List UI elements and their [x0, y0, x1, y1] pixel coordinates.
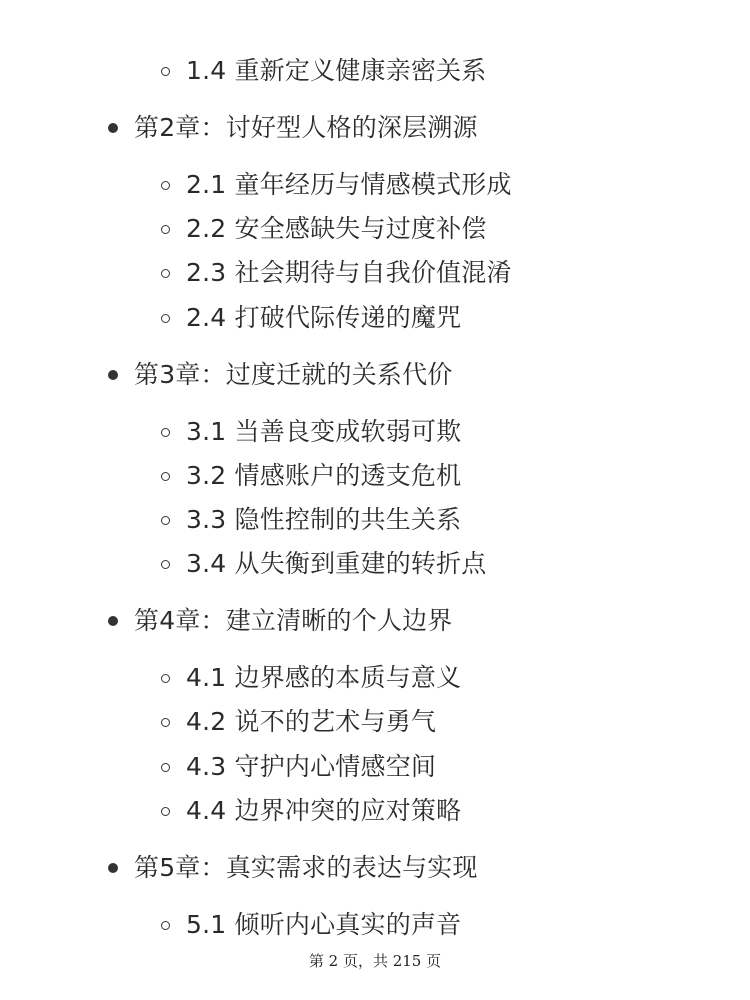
- toc-chapter-label: 第5章：真实需求的表达与实现: [134, 853, 478, 882]
- circle-bullet-icon: [161, 314, 170, 323]
- toc-section-item[interactable]: [161, 702, 436, 742]
- circle-bullet-icon: [161, 921, 170, 930]
- circle-bullet-icon: [161, 718, 170, 727]
- disc-bullet-icon: [108, 123, 118, 133]
- circle-bullet-icon: [161, 67, 170, 76]
- toc-section-label: 4.3 守护内心情感空间: [186, 752, 437, 781]
- circle-bullet-icon: [161, 674, 170, 683]
- disc-bullet-icon: [108, 863, 118, 873]
- toc-section-item[interactable]: [161, 165, 512, 205]
- toc-chapter-item[interactable]: [108, 355, 453, 395]
- page-number-footer: 第 2 页，共 215 页: [308, 952, 442, 970]
- toc-section-label: 1.4 重新定义健康亲密关系: [186, 56, 487, 85]
- toc-section-label: 2.3 社会期待与自我价值混淆: [186, 258, 512, 287]
- toc-section-label: 3.2 情感账户的透支危机: [186, 461, 462, 490]
- toc-section-item[interactable]: [161, 209, 487, 249]
- toc-section-item[interactable]: [161, 253, 512, 293]
- toc-section-label: 5.1 倾听内心真实的声音: [186, 910, 462, 939]
- toc-section-item[interactable]: [161, 791, 461, 831]
- toc-section-item[interactable]: [161, 905, 461, 945]
- toc-section-item[interactable]: [161, 456, 461, 496]
- toc-section-item[interactable]: [161, 544, 487, 584]
- toc-chapter-label: 第2章：讨好型人格的深层溯源: [134, 113, 478, 142]
- toc-section-label: 4.2 说不的艺术与勇气: [186, 707, 437, 736]
- circle-bullet-icon: [161, 428, 170, 437]
- toc-chapter-label: 第4章：建立清晰的个人边界: [134, 606, 453, 635]
- toc-section-label: 3.4 从失衡到重建的转折点: [186, 549, 487, 578]
- circle-bullet-icon: [161, 763, 170, 772]
- circle-bullet-icon: [161, 472, 170, 481]
- disc-bullet-icon: [108, 616, 118, 626]
- toc-section-item[interactable]: [161, 500, 461, 540]
- toc-section-label: 2.1 童年经历与情感模式形成: [186, 170, 512, 199]
- toc-section-label: 4.4 边界冲突的应对策略: [186, 796, 462, 825]
- toc-chapter-item[interactable]: [108, 108, 478, 148]
- toc-section-item[interactable]: [161, 747, 436, 787]
- toc-section-label: 3.3 隐性控制的共生关系: [186, 505, 462, 534]
- toc-chapter-item[interactable]: [108, 848, 478, 888]
- toc-chapter-label: 第3章：过度迁就的关系代价: [134, 360, 453, 389]
- circle-bullet-icon: [161, 225, 170, 234]
- toc-section-label: 2.4 打破代际传递的魔咒: [186, 303, 462, 332]
- circle-bullet-icon: [161, 181, 170, 190]
- toc-section-item[interactable]: [161, 412, 461, 452]
- toc-section-item[interactable]: [161, 658, 461, 698]
- toc-section-label: 2.2 安全感缺失与过度补偿: [186, 214, 487, 243]
- disc-bullet-icon: [108, 370, 118, 380]
- toc-section-item[interactable]: [161, 298, 461, 338]
- circle-bullet-icon: [161, 807, 170, 816]
- toc-chapter-item[interactable]: [108, 601, 453, 641]
- toc-section-label: 3.1 当善良变成软弱可欺: [186, 417, 462, 446]
- circle-bullet-icon: [161, 269, 170, 278]
- circle-bullet-icon: [161, 560, 170, 569]
- toc-section-item[interactable]: [161, 51, 487, 91]
- toc-section-label: 4.1 边界感的本质与意义: [186, 663, 462, 692]
- circle-bullet-icon: [161, 516, 170, 525]
